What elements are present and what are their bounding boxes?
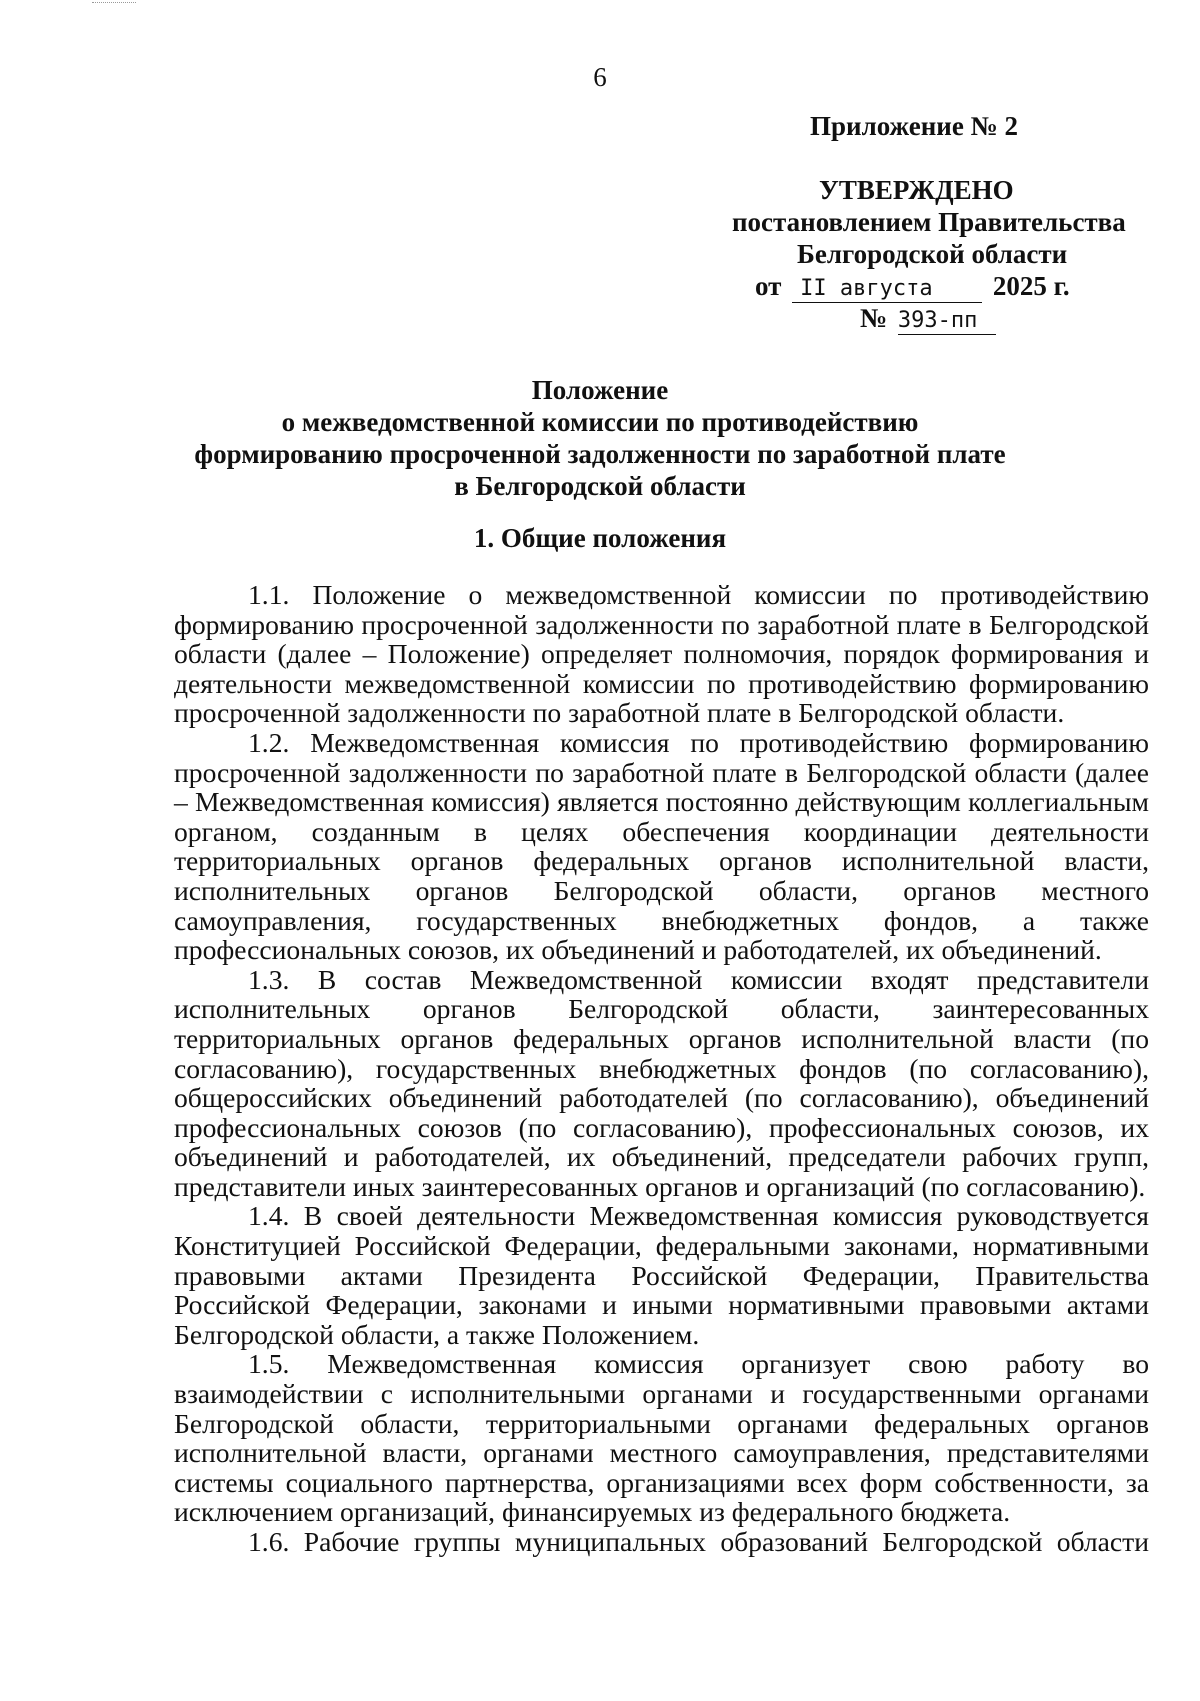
title-line-2: о межведомственной комиссии по противодействию — [281, 407, 919, 437]
paragraph-1-2: 1.2. Межведомственная комиссия по противодействию формированию просроченной задолженности по заработной плате в Белгородской области (далее – Межведомственная комиссия) является постоянно действующим коллегиальным органом, созданным в целях обеспечения координации деятельности территориальных органов федеральных органов исполнительной власти, исполнительных органов Белгородской области, органов местного самоуправления, государственных внебюджетных фондов, а также профессиональных союзов, их объединений и работодателей, их объединений. — [174, 726, 1149, 966]
paragraph-1-5: 1.5. Межведомственная комиссия организует свою работу во взаимодействии с исполнительными органами и государственными органами Белгородской области, территориальными органами федеральных органов исполнительной власти, органами местного самоуправления, представителями системы социального партнерства, организациями всех форм собственности, за исключением организаций, финансируемых из федерального бюджета. — [174, 1348, 1149, 1528]
number-filled-field: 393-пп — [898, 308, 996, 335]
title-line-1: Положение — [531, 375, 669, 405]
section-heading: 1. Общие положения — [473, 523, 727, 553]
date-prefix: от — [755, 271, 782, 301]
page-number: 6 — [593, 62, 607, 92]
date-filled-field: II августа — [792, 276, 982, 303]
document-title — [0, 374, 1200, 502]
paragraph-1-4: 1.4. В своей деятельности Межведомственная комиссия руководствуется Конституцией Российской Федерации, федеральными законами, нормативными правовыми актами Президента Российской Федерации, Правительства Российской Федерации, законами и иными нормативными правовыми актами Белгородской области, а также Положением. — [174, 1200, 1149, 1350]
appendix-label: Приложение № 2 — [810, 111, 1018, 141]
title-line-4: в Белгородской области — [454, 471, 746, 501]
decree-date-line — [755, 270, 1070, 303]
approved-label: УТВЕРЖДЕНО — [819, 175, 1014, 205]
date-year: 2025 г. — [992, 271, 1070, 301]
title-line-3: формированию просроченной задолженности по заработной плате — [194, 439, 1006, 469]
scan-corner-mark — [92, 2, 136, 3]
decree-line: постановлением Правительства — [732, 207, 1126, 237]
document-body — [174, 580, 1149, 1557]
number-prefix: № — [860, 303, 888, 333]
paragraph-1-3: 1.3. В состав Межведомственной комиссии входят представители исполнительных органов Белгородской области, заинтересованных территориальных органов федеральных органов исполнительной власти (по согласованию), государственных внебюджетных фондов (по согласованию), общероссийских объединений работодателей (по согласованию), объединений профессиональных союзов (по согласованию), профессиональных союзов, их объединений и работодателей, их объединений, председатели рабочих групп, представители иных заинтересованных органов и организаций (по согласованию). — [174, 963, 1149, 1202]
region-government-line: Белгородской области — [797, 239, 1068, 269]
decree-number-line — [860, 302, 996, 335]
paragraph-1-1: 1.1. Положение о межведомственной комиссии по противодействию формированию просроченной задолженности по заработной плате в Белгородской области (далее – Положение) определяет полномочия, порядок формирования и деятельности межведомственной комиссии по противодействию формированию просроченной задолженности по заработной плате в Белгородской области. — [174, 579, 1149, 729]
paragraph-1-6: 1.6. Рабочие группы муниципальных образований Белгородской области — [248, 1526, 1149, 1557]
